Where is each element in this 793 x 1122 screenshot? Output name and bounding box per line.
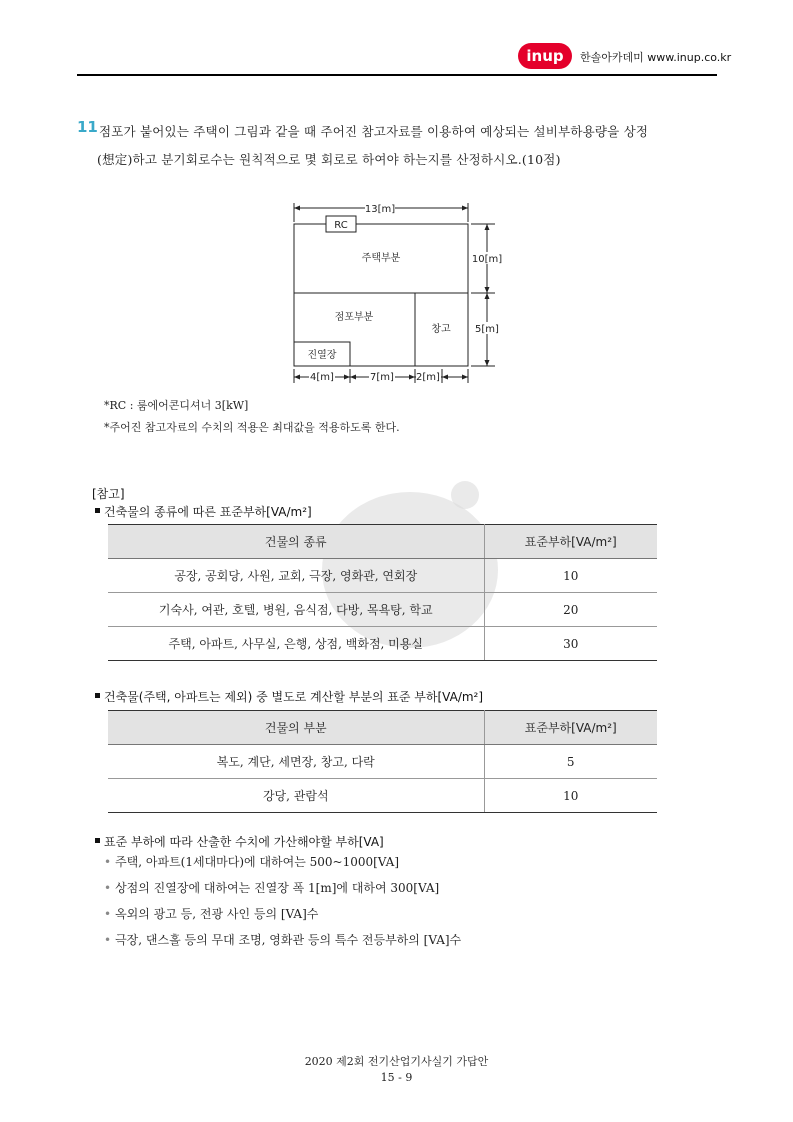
table-cell: 5 [484,745,657,779]
table-row [108,627,657,661]
table-row [108,559,657,593]
table-header-row [108,711,657,745]
list-item-text: 극장, 댄스홀 등의 무대 조명, 영화관 등의 특수 전등부하의 [VA]수 [115,933,462,947]
table-cell: 강당, 관람석 [108,779,484,813]
house-area-label: 주택부분 [361,253,401,264]
list-item-text: 주택, 아파트(1세대마다)에 대하여는 500~1000[VA] [115,855,400,869]
rc-label: RC [334,220,348,231]
table-header-cell: 표준부하[VA/m²] [484,525,657,559]
standard-load-table [108,524,657,661]
table-cell: 기숙사, 여관, 호텔, 병원, 음식점, 다방, 목욕탕, 학교 [108,593,484,627]
table-row [108,779,657,813]
inup-logo: inup [518,43,572,69]
dim-bottom-1-label: 4[m] [310,372,334,383]
square-bullet-icon [95,693,100,698]
bullet-icon: • [104,933,112,947]
table-cell: 20 [484,593,657,627]
dim-bottom-3-label: 2[m] [416,372,440,383]
dim-right-bottom-label: 5[m] [475,324,499,335]
table-cell: 복도, 계단, 세면장, 창고, 다락 [108,745,484,779]
bullet-icon: • [104,907,112,921]
max-value-note: *주어진 참고자료의 수치의 적용은 최대값을 적용하도록 한다. [104,421,400,434]
dim-bottom-2-label: 7[m] [370,372,394,383]
table-header-cell: 표준부하[VA/m²] [484,711,657,745]
table2-title [95,688,483,705]
table1-title [95,503,312,520]
list-item [104,853,399,870]
table-cell: 10 [484,559,657,593]
table-cell: 30 [484,627,657,661]
list-item-text: 상점의 진열장에 대하여는 진열장 폭 1[m]에 대하여 300[VA] [115,881,440,895]
partial-load-table [108,710,657,813]
list-item [104,931,461,948]
dim-top-label: 13[m] [364,204,396,215]
section3-title [95,833,384,850]
table-row [108,745,657,779]
store-area-label: 점포부분 [334,312,374,323]
list-item [104,905,318,922]
table-header-cell: 건물의 부분 [108,711,484,745]
section3-title-text: 표준 부하에 따라 산출한 수치에 가산해야할 부하[VA] [104,835,384,849]
header-rule [77,74,717,76]
square-bullet-icon [95,838,100,843]
list-item-text: 옥외의 광고 등, 전광 사인 등의 [VA]수 [115,907,319,921]
table2-title-text: 건축물(주택, 아파트는 제외) 중 별도로 계산할 부분의 표준 부하[VA/m²] [104,690,484,704]
table-header-row [108,525,657,559]
square-bullet-icon [95,508,100,513]
question-line-1: 점포가 붙어있는 주택이 그림과 같을 때 주어진 참고자료를 이용하여 예상되는 설비부하용량을 상정 [99,124,649,139]
footer-exam-title: 2020 제2회 전기산업기사실기 가답안 [304,1055,489,1068]
table1-title-text: 건축물의 종류에 따른 표준부하[VA/m²] [104,505,312,519]
display-case-label: 진열장 [307,350,337,361]
reference-label: [참고] [92,487,125,501]
bullet-icon: • [104,855,112,869]
dim-right-top-label: 10[m] [471,254,503,265]
question-number: 11 [77,118,98,136]
footer-page-number: 15 - 9 [380,1071,413,1084]
table-row [108,593,657,627]
question-text [99,118,719,174]
list-item [104,879,439,896]
brand-text: 한솔아카데미 www.inup.co.kr [580,51,732,64]
table-cell: 주택, 아파트, 사무실, 은행, 상점, 백화점, 미용실 [108,627,484,661]
table-cell: 10 [484,779,657,813]
question-line-2: (想定)하고 분기회로수는 원칙적으로 몇 회로로 하여야 하는지를 산정하시오.(10점) [97,152,561,167]
table-cell: 공장, 공회당, 사원, 교회, 극장, 영화관, 연회장 [108,559,484,593]
rc-note: *RC : 룸에어콘디셔너 3[kW] [104,399,249,412]
floor-plan [285,198,515,388]
floor-plan-drawing [285,198,515,388]
bullet-icon: • [104,881,112,895]
table-header-cell: 건물의 종류 [108,525,484,559]
warehouse-label: 창고 [431,324,451,335]
